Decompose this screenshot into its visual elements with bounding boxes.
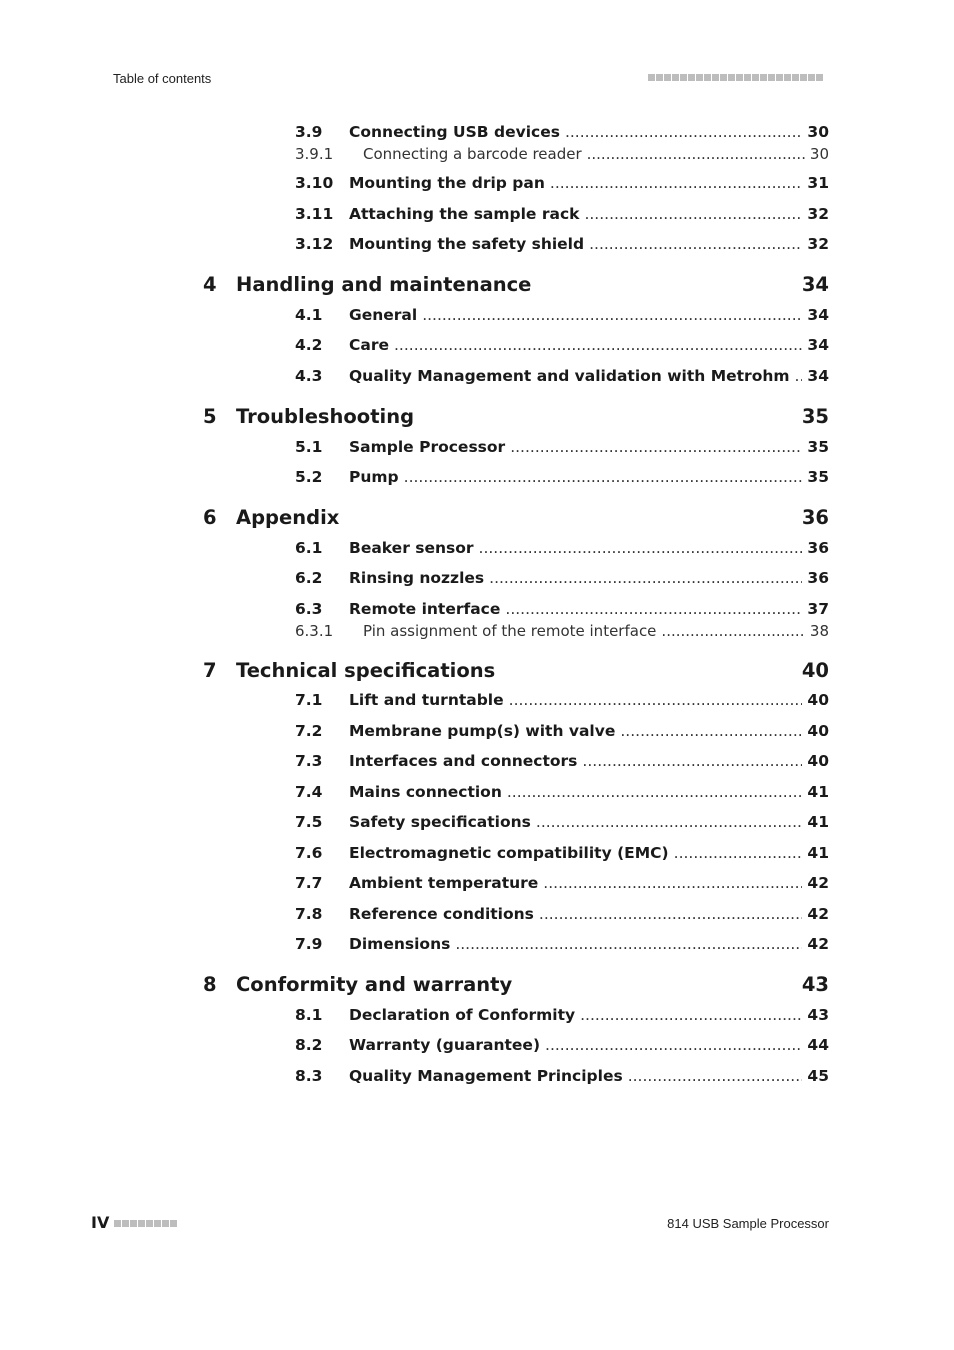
leader-dots bbox=[589, 235, 802, 253]
chapter-page: 36 bbox=[801, 506, 829, 529]
toc-entry[interactable] bbox=[295, 905, 829, 923]
toc-entry-number: 3.10 bbox=[295, 174, 334, 192]
leader-dots bbox=[479, 539, 803, 557]
header-decor-blocks bbox=[648, 74, 823, 81]
chapter-page: 34 bbox=[801, 273, 829, 296]
toc-entry-number: 4.1 bbox=[295, 306, 323, 324]
toc-entry[interactable] bbox=[295, 722, 829, 740]
leader-dots bbox=[545, 1036, 802, 1054]
toc-entry-number: 3.11 bbox=[295, 205, 334, 223]
toc-entry-page: 35 bbox=[807, 468, 829, 486]
toc-entry-title: Declaration of Conformity bbox=[349, 1006, 576, 1024]
leader-dots bbox=[455, 935, 802, 953]
toc-entry-page: 45 bbox=[807, 1067, 829, 1085]
toc-entry-number: 5.2 bbox=[295, 468, 323, 486]
toc-entry-page: 41 bbox=[807, 813, 829, 831]
toc-entry[interactable] bbox=[295, 874, 829, 892]
toc-entry-number: 7.4 bbox=[295, 783, 323, 801]
toc-entry-page: 36 bbox=[807, 539, 829, 557]
toc-entry-page: 42 bbox=[807, 874, 829, 892]
toc-entry-page: 32 bbox=[807, 205, 829, 223]
toc-entry[interactable] bbox=[295, 336, 829, 354]
toc-entry-number: 7.2 bbox=[295, 722, 323, 740]
leader-dots bbox=[536, 813, 803, 831]
chapter-page: 35 bbox=[801, 405, 829, 428]
toc-entry[interactable] bbox=[295, 1036, 829, 1054]
toc-entry-page: 40 bbox=[807, 691, 829, 709]
leader-dots bbox=[507, 783, 803, 801]
document-title: 814 USB Sample Processor bbox=[667, 1216, 829, 1231]
toc-entry-title: Rinsing nozzles bbox=[349, 569, 485, 587]
leader-dots bbox=[539, 905, 803, 923]
toc-entry[interactable] bbox=[295, 752, 829, 770]
toc-entry[interactable] bbox=[295, 600, 829, 618]
leader-dots bbox=[674, 844, 803, 862]
toc-entry-title: Dimensions bbox=[349, 935, 451, 953]
toc-chapter[interactable] bbox=[203, 506, 829, 529]
toc-entry-title: Quality Management Principles bbox=[349, 1067, 623, 1085]
toc-entry-page: 40 bbox=[807, 722, 829, 740]
toc-entry-title: Safety specifications bbox=[349, 813, 531, 831]
toc-entry[interactable] bbox=[295, 205, 829, 223]
leader-dots bbox=[404, 468, 803, 486]
toc-entry-number: 6.3.1 bbox=[295, 622, 334, 640]
toc-entry-title: Remote interface bbox=[349, 600, 501, 618]
leader-dots bbox=[543, 874, 802, 892]
toc-entry-title: General bbox=[349, 306, 418, 324]
toc-entry-page: 42 bbox=[807, 905, 829, 923]
toc-entry-page: 31 bbox=[807, 174, 829, 192]
toc-entry[interactable] bbox=[295, 569, 829, 587]
toc-chapter[interactable] bbox=[203, 973, 829, 996]
toc-subentry[interactable] bbox=[295, 145, 829, 163]
toc-entry-page: 35 bbox=[807, 438, 829, 456]
toc-entry-title: Membrane pump(s) with valve bbox=[349, 722, 616, 740]
toc-entry-title: Care bbox=[349, 336, 389, 354]
toc-entry[interactable] bbox=[295, 783, 829, 801]
toc-entry-page: 32 bbox=[807, 235, 829, 253]
toc-entry[interactable] bbox=[295, 691, 829, 709]
toc-entry-number: 7.7 bbox=[295, 874, 323, 892]
toc-entry[interactable] bbox=[295, 539, 829, 557]
toc-entry-number: 8.2 bbox=[295, 1036, 323, 1054]
chapter-number: 4 bbox=[203, 273, 217, 296]
toc-entry-number: 6.2 bbox=[295, 569, 323, 587]
toc-entry-title: Mounting the drip pan bbox=[349, 174, 545, 192]
chapter-title: Technical specifications bbox=[236, 659, 496, 682]
toc-entry-number: 4.2 bbox=[295, 336, 323, 354]
leader-dots bbox=[580, 1006, 802, 1024]
leader-dots bbox=[587, 145, 805, 163]
toc-entry-page: 41 bbox=[807, 783, 829, 801]
chapter-title: Appendix bbox=[236, 506, 340, 529]
toc-entry-title: Sample Processor bbox=[349, 438, 506, 456]
toc-entry-page: 42 bbox=[807, 935, 829, 953]
toc-entry-number: 7.1 bbox=[295, 691, 323, 709]
toc-entry[interactable] bbox=[295, 123, 829, 141]
toc-entry[interactable] bbox=[295, 235, 829, 253]
toc-entry-page: 41 bbox=[807, 844, 829, 862]
toc-entry-title: Lift and turntable bbox=[349, 691, 504, 709]
toc-entry-page: 30 bbox=[807, 123, 829, 141]
toc-entry-number: 7.9 bbox=[295, 935, 323, 953]
toc-entry-page: 36 bbox=[807, 569, 829, 587]
toc-entry-title: Pin assignment of the remote interface bbox=[363, 622, 657, 640]
chapter-title: Conformity and warranty bbox=[236, 973, 513, 996]
leader-dots bbox=[661, 622, 804, 640]
toc-entry-title: Connecting USB devices bbox=[349, 123, 560, 141]
toc-entry[interactable] bbox=[295, 306, 829, 324]
chapter-page: 40 bbox=[801, 659, 829, 682]
chapter-number: 6 bbox=[203, 506, 217, 529]
leader-dots bbox=[489, 569, 802, 587]
leader-dots bbox=[565, 123, 802, 141]
toc-entry-number: 3.9 bbox=[295, 123, 323, 141]
toc-entry-number: 8.3 bbox=[295, 1067, 323, 1085]
leader-dots bbox=[505, 600, 802, 618]
toc-entry-number: 6.3 bbox=[295, 600, 323, 618]
toc-entry-number: 3.12 bbox=[295, 235, 334, 253]
toc-entry[interactable] bbox=[295, 1006, 829, 1024]
toc-entry-title: Connecting a barcode reader bbox=[363, 145, 582, 163]
toc-chapter[interactable] bbox=[203, 273, 829, 296]
toc-chapter[interactable] bbox=[203, 659, 829, 682]
toc-entry-page: 37 bbox=[807, 600, 829, 618]
footer-decor-blocks bbox=[114, 1220, 177, 1227]
toc-entry[interactable] bbox=[295, 935, 829, 953]
chapter-number: 5 bbox=[203, 405, 217, 428]
toc-entry-number: 8.1 bbox=[295, 1006, 323, 1024]
leader-dots bbox=[620, 722, 802, 740]
leader-dots bbox=[628, 1067, 803, 1085]
toc-entry-number: 4.3 bbox=[295, 367, 323, 385]
toc-entry-page: 30 bbox=[809, 145, 829, 163]
toc-subentry[interactable] bbox=[295, 622, 829, 640]
toc-entry[interactable] bbox=[295, 367, 829, 385]
chapter-title: Handling and maintenance bbox=[236, 273, 532, 296]
toc-entry-title: Pump bbox=[349, 468, 399, 486]
toc-entry-page: 44 bbox=[807, 1036, 829, 1054]
toc-entry-number: 3.9.1 bbox=[295, 145, 334, 163]
toc-entry-title: Ambient temperature bbox=[349, 874, 539, 892]
toc-entry-page: 34 bbox=[807, 367, 829, 385]
toc-entry[interactable] bbox=[295, 174, 829, 192]
toc-entry-number: 7.5 bbox=[295, 813, 323, 831]
toc-entry-title: Beaker sensor bbox=[349, 539, 474, 557]
leader-dots bbox=[510, 438, 802, 456]
toc-entry[interactable] bbox=[295, 468, 829, 486]
toc-entry-number: 6.1 bbox=[295, 539, 323, 557]
toc-entry-title: Electromagnetic compatibility (EMC) bbox=[349, 844, 669, 862]
leader-dots bbox=[509, 691, 803, 709]
page-number: IV bbox=[91, 1213, 110, 1232]
toc-entry-title: Mounting the safety shield bbox=[349, 235, 585, 253]
toc-entry-title: Interfaces and connectors bbox=[349, 752, 578, 770]
toc-entry-number: 7.6 bbox=[295, 844, 323, 862]
toc-entry[interactable] bbox=[295, 1067, 829, 1085]
chapter-page: 43 bbox=[801, 973, 829, 996]
leader-dots bbox=[422, 306, 802, 324]
toc-entry-title: Attaching the sample rack bbox=[349, 205, 580, 223]
leader-dots bbox=[584, 205, 802, 223]
toc-entry-title: Quality Management and validation with Metrohm bbox=[349, 367, 790, 385]
leader-dots bbox=[550, 174, 803, 192]
leader-dots bbox=[582, 752, 802, 770]
toc-entry[interactable] bbox=[295, 844, 829, 862]
toc-entry-page: 38 bbox=[809, 622, 829, 640]
toc-entry-page: 34 bbox=[807, 306, 829, 324]
toc-entry-page: 34 bbox=[807, 336, 829, 354]
chapter-title: Troubleshooting bbox=[236, 405, 415, 428]
toc-entry[interactable] bbox=[295, 813, 829, 831]
toc-entry[interactable] bbox=[295, 438, 829, 456]
toc-entry-number: 7.8 bbox=[295, 905, 323, 923]
running-header-title: Table of contents bbox=[113, 71, 212, 86]
leader-dots bbox=[795, 367, 803, 385]
toc-entry-title: Warranty (guarantee) bbox=[349, 1036, 541, 1054]
toc-entry-title: Mains connection bbox=[349, 783, 502, 801]
chapter-number: 8 bbox=[203, 973, 217, 996]
toc-entry-page: 40 bbox=[807, 752, 829, 770]
leader-dots bbox=[394, 336, 802, 354]
toc-entry-number: 7.3 bbox=[295, 752, 323, 770]
toc-entry-page: 43 bbox=[807, 1006, 829, 1024]
toc-chapter[interactable] bbox=[203, 405, 829, 428]
chapter-number: 7 bbox=[203, 659, 217, 682]
toc-entry-title: Reference conditions bbox=[349, 905, 534, 923]
toc-entry-number: 5.1 bbox=[295, 438, 323, 456]
